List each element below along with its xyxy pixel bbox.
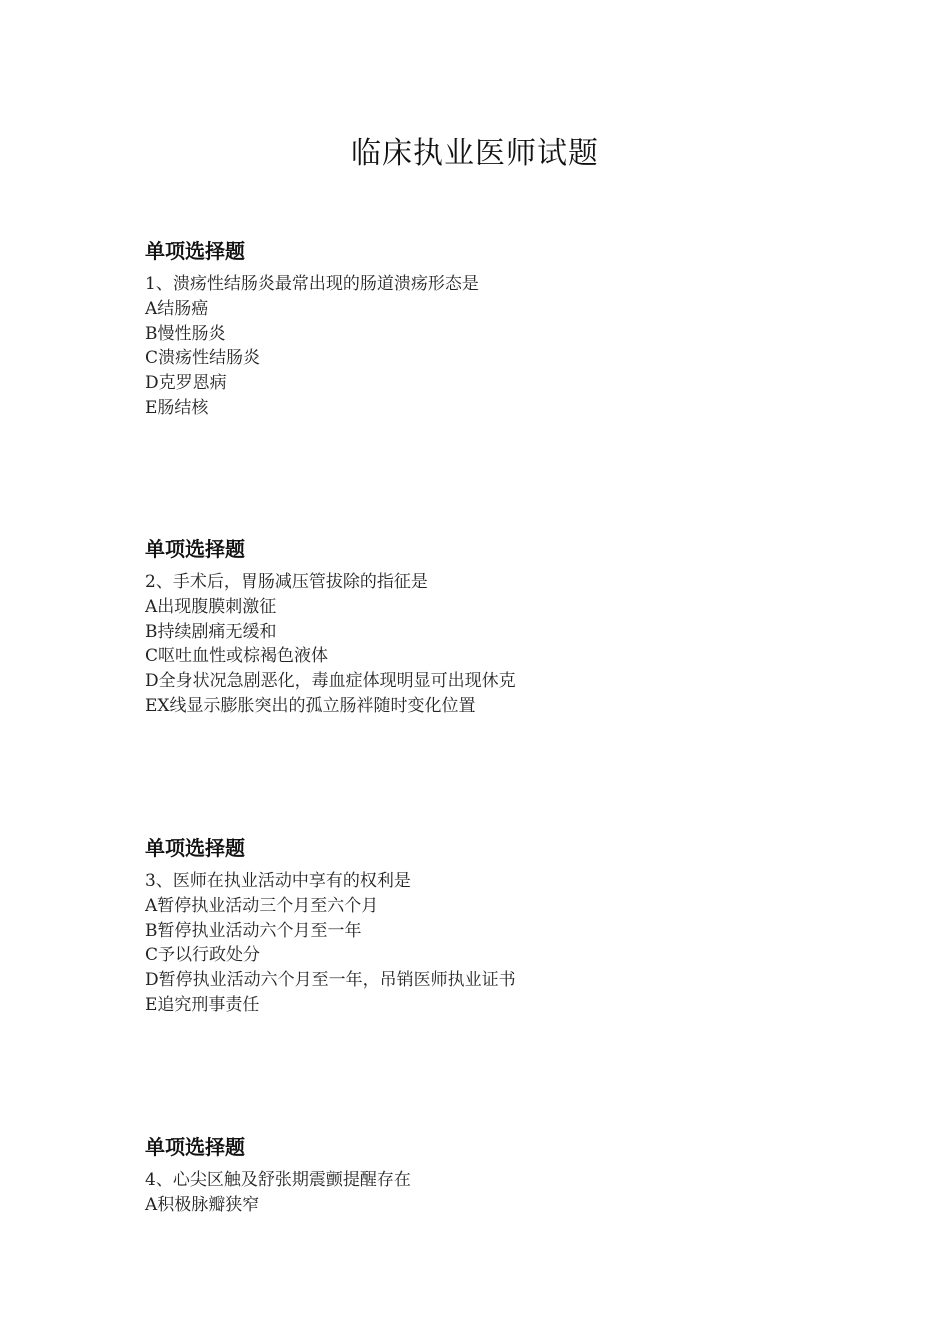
section-heading: 单项选择题: [145, 537, 245, 561]
question-block: [145, 534, 845, 719]
answer-option: A出现腹膜刺激征: [145, 596, 277, 617]
answer-option: D暂停执业活动六个月至一年，吊销医师执业证书: [145, 970, 516, 991]
section-heading: 单项选择题: [145, 1135, 245, 1159]
question-block: [145, 236, 845, 421]
answer-option: A暂停执业活动三个月至六个月: [145, 895, 379, 916]
question-stem: 1、溃疡性结肠炎最常出现的肠道溃疡形态是: [145, 274, 479, 294]
answer-option: C溃疡性结肠炎: [145, 348, 261, 369]
question-block: [145, 1132, 845, 1218]
question-stem: 4、心尖区触及舒张期震颤提醒存在: [145, 1170, 411, 1190]
answer-option: A积极脉瓣狭窄: [145, 1194, 260, 1215]
answer-option: EX线显示膨胀突出的孤立肠袢随时变化位置: [145, 695, 476, 716]
answer-option: D克罗恩病: [145, 373, 227, 394]
question-block: [145, 833, 845, 1018]
answer-option: E追究刑事责任: [145, 994, 260, 1015]
section-heading: 单项选择题: [145, 836, 245, 860]
answer-option: E肠结核: [145, 397, 209, 418]
answer-option: A结肠癌: [145, 298, 209, 319]
answer-option: B暂停执业活动六个月至一年: [145, 920, 362, 941]
page-title: 临床执业医师试题: [351, 136, 599, 171]
answer-option: B持续剧痛无缓和: [145, 621, 277, 642]
answer-option: B慢性肠炎: [145, 323, 226, 344]
answer-option: C予以行政处分: [145, 945, 261, 966]
question-stem: 3、医师在执业活动中享有的权利是: [145, 871, 411, 891]
answer-option: D全身状况急剧恶化，毒血症体现明显可出现休克: [145, 671, 516, 692]
question-stem: 2、手术后，胃肠减压管拔除的指征是: [145, 572, 428, 592]
section-heading: 单项选择题: [145, 239, 245, 263]
answer-option: C呕吐血性或棕褐色液体: [145, 646, 329, 667]
